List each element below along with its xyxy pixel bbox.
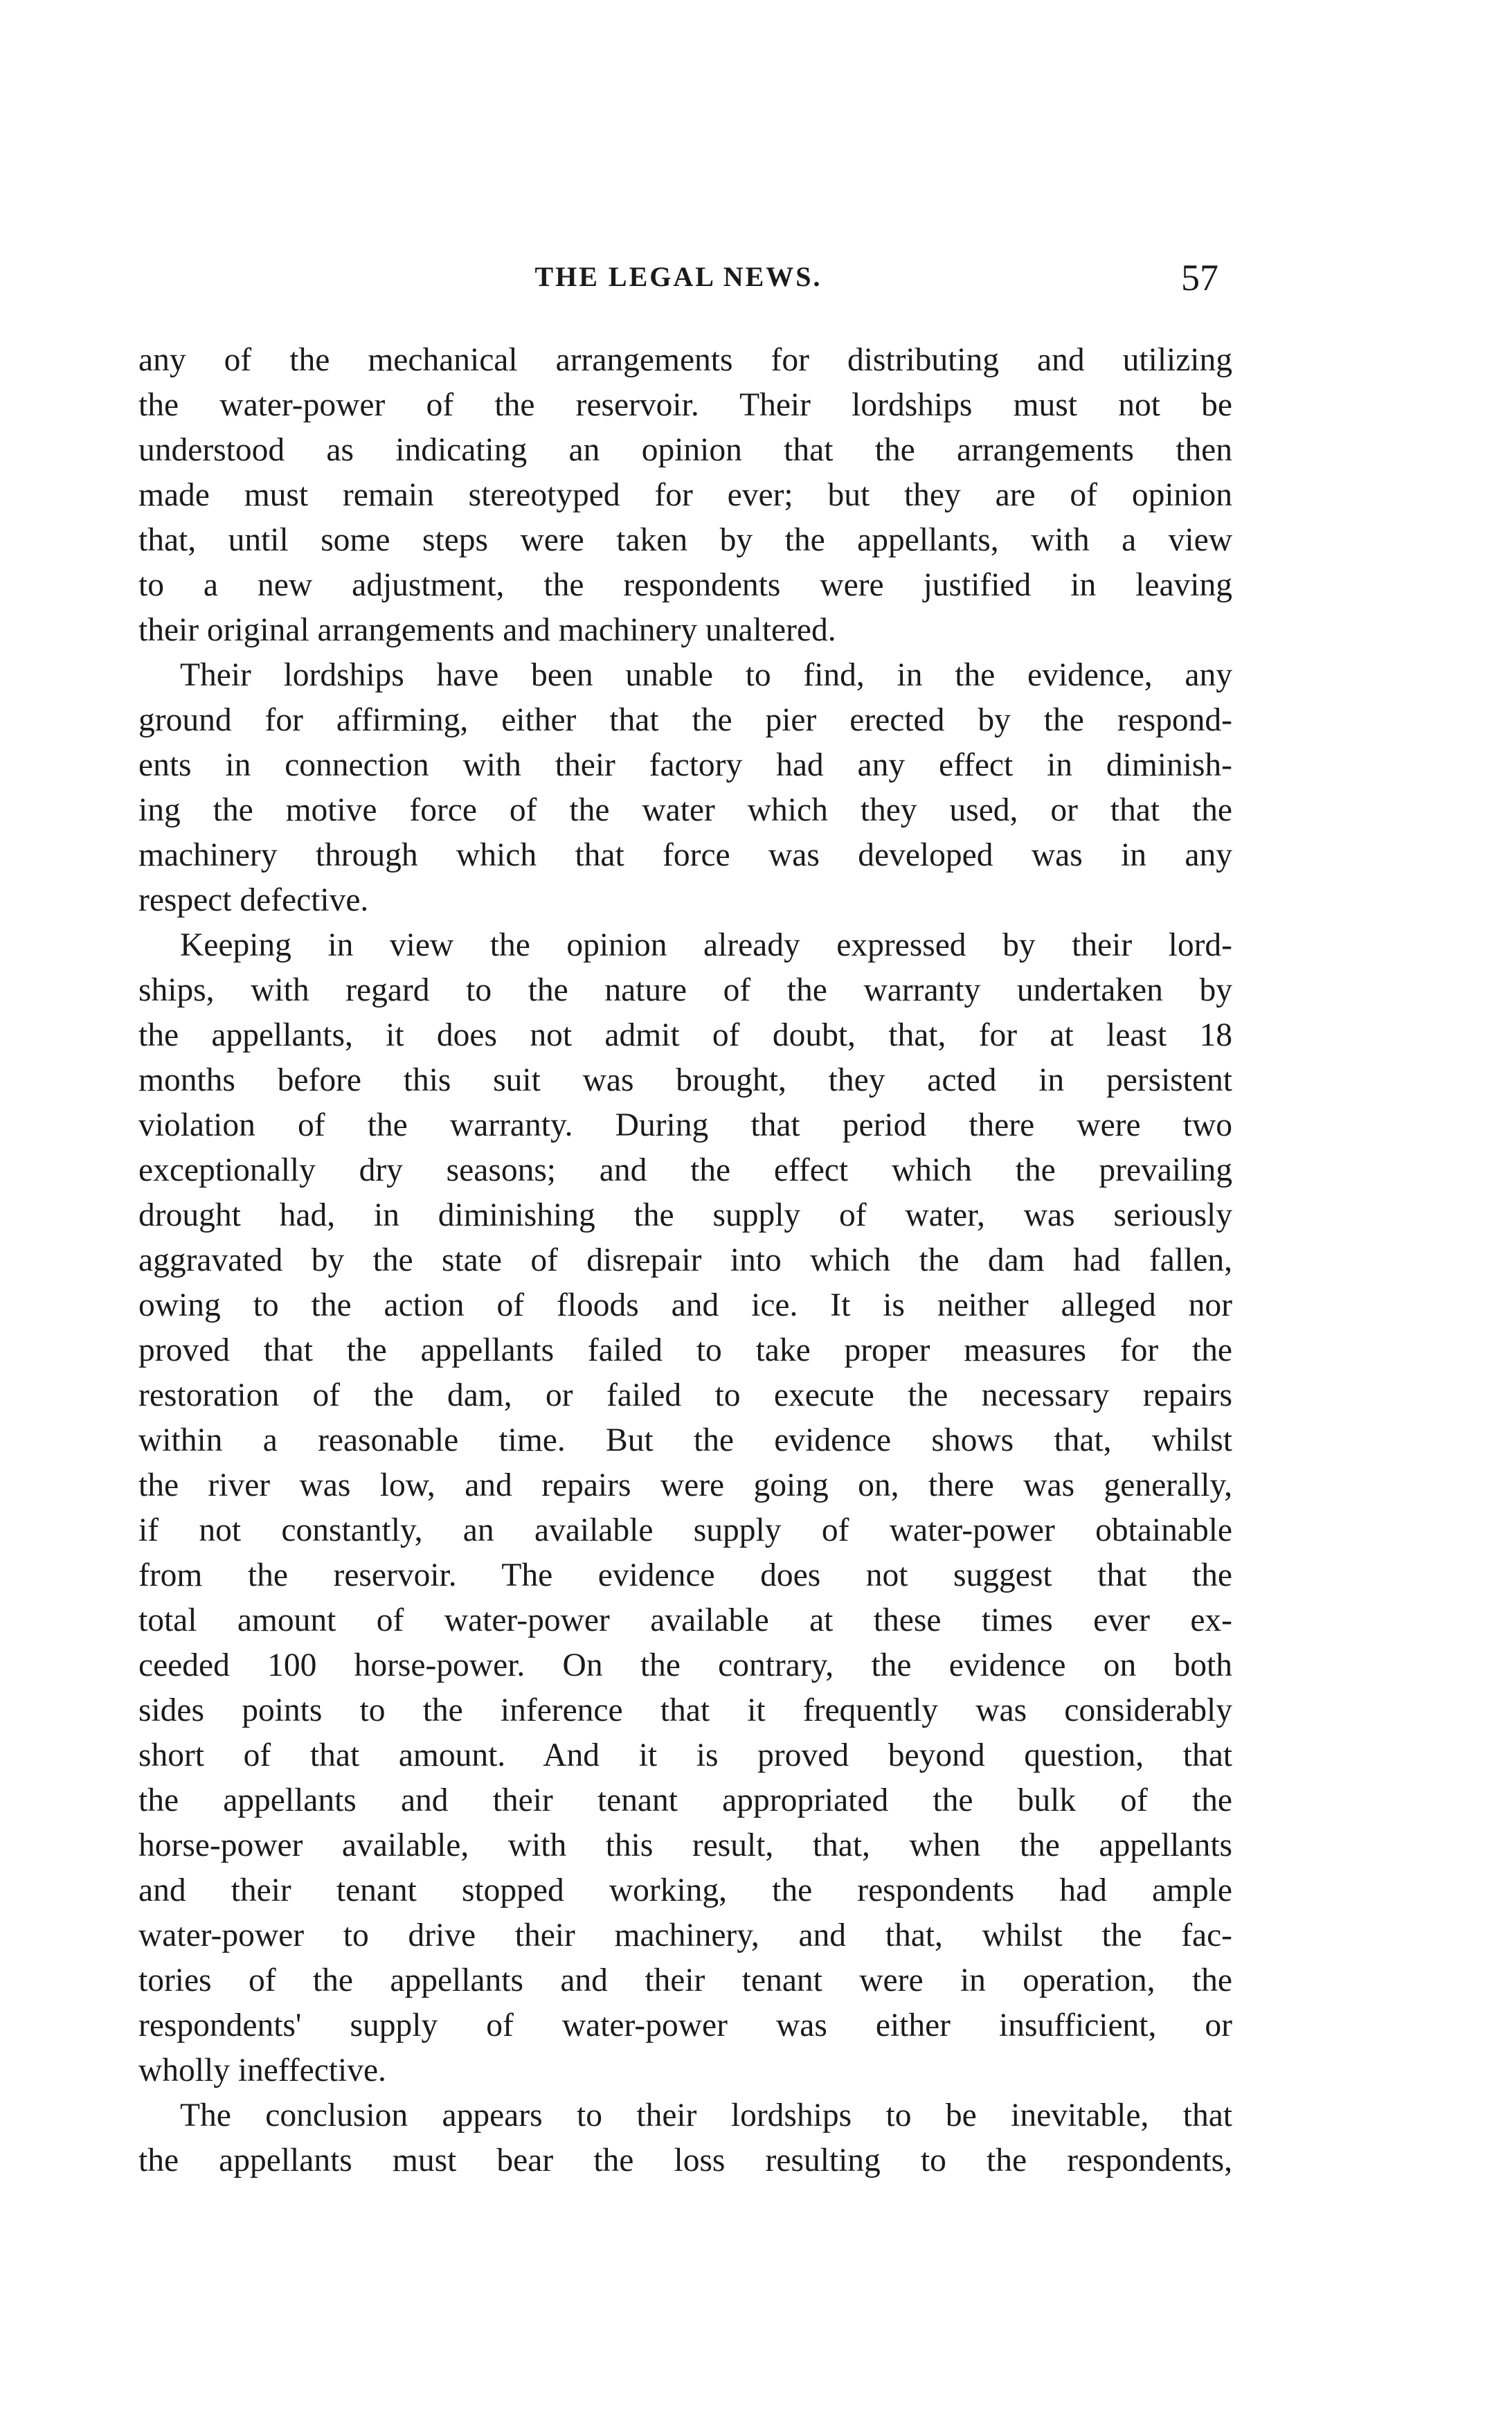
text-line: ceeded 100 horse-power. On the contrary, the evidence on both bbox=[138, 1647, 1232, 1683]
text-line: ground for affirming, either that the pier erected by the respond- bbox=[138, 702, 1232, 738]
text-line: wholly ineffective. bbox=[138, 2052, 386, 2088]
text-line: respect defective. bbox=[138, 882, 369, 918]
text-line: the appellants, it does not admit of doubt, that, for at least 18 bbox=[138, 1017, 1232, 1053]
text-column bbox=[138, 338, 1232, 2183]
text-line: water-power to drive their machinery, and that, whilst the fac- bbox=[138, 1917, 1232, 1953]
text-line: total amount of water-power available at these times ever ex- bbox=[138, 1602, 1232, 1638]
text-line: ing the motive force of the water which they used, or that the bbox=[138, 792, 1232, 828]
text-line: within a reasonable time. But the evidence shows that, whilst bbox=[138, 1422, 1232, 1458]
text-line: violation of the warranty. During that period there were two bbox=[138, 1107, 1232, 1143]
page-header bbox=[138, 257, 1218, 302]
paragraph bbox=[138, 653, 1232, 923]
text-line: exceptionally dry seasons; and the effect which the prevailing bbox=[138, 1152, 1232, 1188]
page-number: 57 bbox=[1181, 257, 1218, 298]
text-line: any of the mechanical arrangements for distributing and utilizing bbox=[138, 342, 1232, 378]
text-line: aggravated by the state of disrepair into which the dam had fallen, bbox=[138, 1242, 1232, 1278]
text-line: The conclusion appears to their lordships to be inevitable, that bbox=[180, 2097, 1232, 2133]
text-line: the appellants must bear the loss resulting to the respondents, bbox=[138, 2142, 1232, 2178]
text-line: the river was low, and repairs were going on, there was generally, bbox=[138, 1467, 1232, 1503]
text-line: if not constantly, an available supply of water-power obtainable bbox=[138, 1512, 1232, 1548]
text-line: and their tenant stopped working, the respondents had ample bbox=[138, 1872, 1232, 1908]
paragraph bbox=[138, 338, 1232, 653]
text-line: ents in connection with their factory had any effect in diminish- bbox=[138, 747, 1232, 783]
text-line: the appellants and their tenant appropriated the bulk of the bbox=[138, 1782, 1232, 1818]
text-line: from the reservoir. The evidence does not suggest that the bbox=[138, 1557, 1232, 1593]
text-line: respondents' supply of water-power was either insufficient, or bbox=[138, 2007, 1232, 2043]
running-head: THE LEGAL NEWS. bbox=[534, 261, 822, 292]
text-line: owing to the action of floods and ice. It is neither alleged nor bbox=[138, 1287, 1232, 1323]
text-line: short of that amount. And it is proved beyond question, that bbox=[138, 1737, 1232, 1773]
text-line: drought had, in diminishing the supply of water, was seriously bbox=[138, 1197, 1232, 1233]
paragraph bbox=[138, 2093, 1232, 2183]
text-line: Keeping in view the opinion already expressed by their lord- bbox=[180, 927, 1232, 963]
text-line: their original arrangements and machinery unaltered. bbox=[138, 612, 836, 648]
paragraph bbox=[138, 923, 1232, 2093]
text-line: restoration of the dam, or failed to execute the necessary repairs bbox=[138, 1377, 1232, 1413]
text-line: Their lordships have been unable to find, in the evidence, any bbox=[180, 657, 1232, 693]
text-line: the water-power of the reservoir. Their lordships must not be bbox=[138, 387, 1232, 423]
text-line: tories of the appellants and their tenant were in operation, the bbox=[138, 1962, 1232, 1998]
text-line: months before this suit was brought, they acted in persistent bbox=[138, 1062, 1232, 1098]
text-line: made must remain stereotyped for ever; but they are of opinion bbox=[138, 477, 1232, 513]
text-line: understood as indicating an opinion that the arrangements then bbox=[138, 432, 1232, 468]
text-line: machinery through which that force was developed was in any bbox=[138, 837, 1232, 873]
text-line: sides points to the inference that it frequently was considerably bbox=[138, 1692, 1232, 1728]
text-line: ships, with regard to the nature of the warranty undertaken by bbox=[138, 972, 1232, 1008]
text-line: to a new adjustment, the respondents were justified in leaving bbox=[138, 567, 1232, 603]
text-line: horse-power available, with this result, that, when the appellants bbox=[138, 1827, 1232, 1863]
text-line: that, until some steps were taken by the appellants, with a view bbox=[138, 522, 1232, 558]
text-line: proved that the appellants failed to take proper measures for the bbox=[138, 1332, 1232, 1368]
